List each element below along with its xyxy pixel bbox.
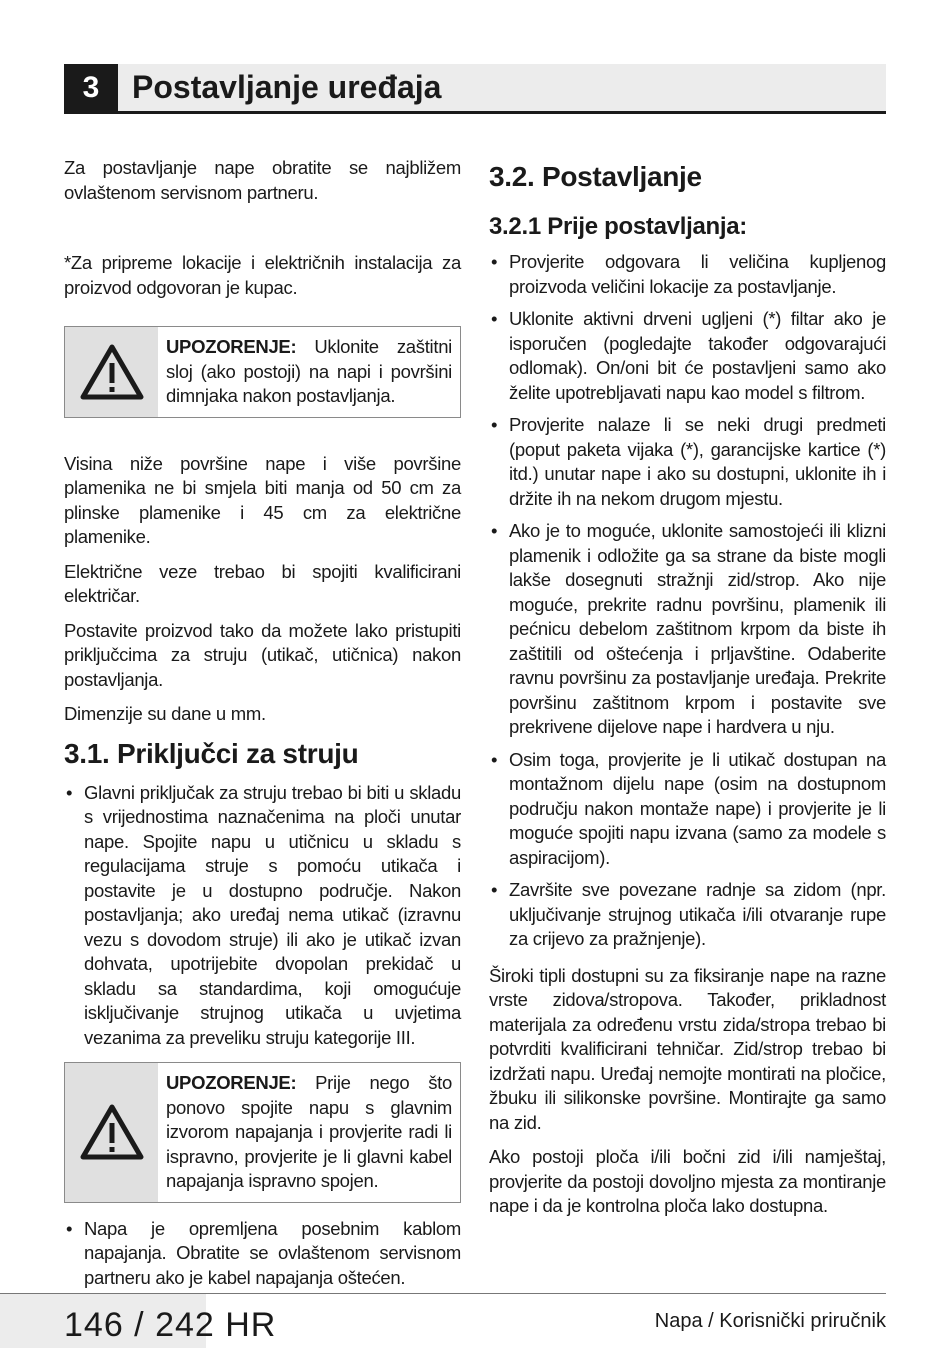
warning-label: UPOZORENJE: xyxy=(166,336,297,357)
bullet-mark: • xyxy=(66,1217,73,1239)
warning-message: Uklonite zaštitni sloj (ako postoji) na napi i površini dimnjaka nakon postavljanja. xyxy=(166,336,452,406)
list-item xyxy=(64,1217,461,1291)
paragraph: Dimenzije su dane u mm. xyxy=(64,703,266,724)
bullet-mark: • xyxy=(66,781,73,803)
list-item xyxy=(489,250,886,299)
list-item xyxy=(489,413,886,511)
warning-icon xyxy=(65,1063,158,1202)
section-heading: 3.2. Postavljanje xyxy=(489,161,702,192)
warning-icon xyxy=(65,327,158,417)
paragraph: Električne veze trebao bi spojiti kvalificirani električar. xyxy=(64,560,461,606)
document-title: Napa / Korisnički priručnik xyxy=(654,1310,886,1332)
bullet-mark: • xyxy=(491,520,498,541)
right-column xyxy=(489,156,886,1229)
warning-message: Prije nego što ponovo spojite napu s glavnim izvorom napajanja i provjerite radi li ispravno, provjerite je li glavni kabel napajanja ispravno spojen. xyxy=(166,1072,452,1191)
list-item xyxy=(489,878,886,952)
list-item-text: Provjerite nalaze li se neki drugi predmeti (poput paketa vijaka (*), garancijske kartice (*) itd.) unutar nape i ako su dostupni, uklonite ih i držite ih na nekom drugom mjestu. xyxy=(509,414,886,509)
list-item-text: Završite sve povezane radnje sa zidom (npr. uključivanje strujnog utikača i/ili otvaranje rupe za crijevo za pražnjenje). xyxy=(509,879,886,949)
bullet-mark: • xyxy=(491,879,498,900)
chapter-number: 3 xyxy=(64,64,118,111)
list-item xyxy=(64,781,461,1051)
bullet-mark: • xyxy=(491,748,498,770)
list-item-text: Ako je to moguće, uklonite samostojeći ili klizni plamenik i odložite ga sa strane da biste mogli lakše dosegnuti stražnji zid/strop. Ako nije moguće, prekrite radnu površinu, plamenik ili pećnicu debelom zaštitnom krpom da biste ih zaštitili od oštećenja i prljavštine. Odaberite ravnu površinu za postavljanje uređaja. Prekrite površinu zaštitnom krpom i postavite sve prekrivene dijelove nape i hardvera u nju. xyxy=(509,520,886,737)
page-number: 146 / 242 HR xyxy=(64,1306,277,1344)
list-item-text: Uklonite aktivni drveni ugljeni (*) filtar ako je isporučen (pogledajte također odgovarajući odlomak). On/oni bit će postavljeni samo ako želite upotrebljavati napu kao model s filtrom. xyxy=(509,308,886,403)
paragraph: Visina niže površine nape i više površine plamenika ne bi smjela biti manja od 50 cm za plinske plamenike i 45 cm za električne plamenike. xyxy=(64,452,461,547)
list-item xyxy=(489,748,886,871)
left-column xyxy=(64,156,461,1302)
bullet-mark: • xyxy=(491,308,498,329)
warning-box xyxy=(64,1062,461,1203)
list-item xyxy=(489,307,886,405)
paragraph: *Za pripreme lokacije i električnih instalacija za proizvod odgovoran je kupac. xyxy=(64,252,461,298)
warning-text xyxy=(158,1063,460,1202)
bullet-list xyxy=(64,781,461,1051)
bullet-list xyxy=(489,250,886,952)
section-heading: 3.1. Priključci za struju xyxy=(64,737,359,769)
bullet-list xyxy=(64,1217,461,1291)
chapter-header xyxy=(64,64,886,114)
warning-text xyxy=(158,327,460,417)
subsection-heading: 3.2.1 Prije postavljanja: xyxy=(489,213,747,240)
list-item-text: Osim toga, provjerite je li utikač dostupan na montažnom dijelu nape (osim na dostupnom području nakon montaže nape) i provjerite je li moguće spojiti napu izvana (samo za modele s aspiracijom). xyxy=(509,748,886,868)
list-item-text: Provjerite odgovara li veličina kupljenog proizvoda veličini lokacije za postavljanje. xyxy=(509,251,886,297)
footer-divider xyxy=(0,1293,886,1294)
warning-box xyxy=(64,326,461,418)
list-item xyxy=(489,519,886,740)
warning-label: UPOZORENJE: xyxy=(166,1072,297,1093)
paragraph: Za postavljanje nape obratite se najbližem ovlaštenom servisnom partneru. xyxy=(64,157,461,203)
list-item-text: Napa je opremljena posebnim kablom napajanja. Obratite se ovlaštenom servisnom partneru ako je kabel napajanja oštećen. xyxy=(84,1217,461,1288)
paragraph: Široki tipli dostupni su za fiksiranje nape na razne vrste zidova/stropova. Također, prikladnost materijala za određenu vrstu zida/stropa trebao bi potvrditi kvalificirani tehničar. Zid/strop trebao bi izdržati napu. Uređaj nemojte montirati na pločice, žbuku ili silikonske površine. Montirajte ga samo na zid. xyxy=(489,964,886,1133)
bullet-mark: • xyxy=(491,414,498,435)
paragraph: Postavite proizvod tako da možete lako pristupiti priključcima za struju (utikač, utičnica) nakon postavljanja. xyxy=(64,619,461,690)
paragraph: Ako postoji ploča i/ili bočni zid i/ili namještaj, provjerite da postoji dovoljno mjesta za montiranje nape i da je kontrolna ploča lako dostupna. xyxy=(489,1146,886,1216)
chapter-title: Postavljanje uređaja xyxy=(132,69,442,105)
bullet-mark: • xyxy=(491,251,498,272)
list-item-text: Glavni priključak za struju trebao bi biti u skladu s vrijednostima naznačenima na ploči unutar nape. Spojite napu u utičnicu u skladu s regulacijama struje s pomoću utikača i postavite je u dostupno područje. Nakon postavljanja; ako uređaj nema utikač (izravnu vezu s dovodom struje) ili ako je utikač izvan dohvata, upotrijebite dvopolan prekidač u skladu sa standardima, koji omogućuje isključivanje strujnog utikača u uvjetima vezanima za preveliku struju kategorije III. xyxy=(84,781,461,1048)
